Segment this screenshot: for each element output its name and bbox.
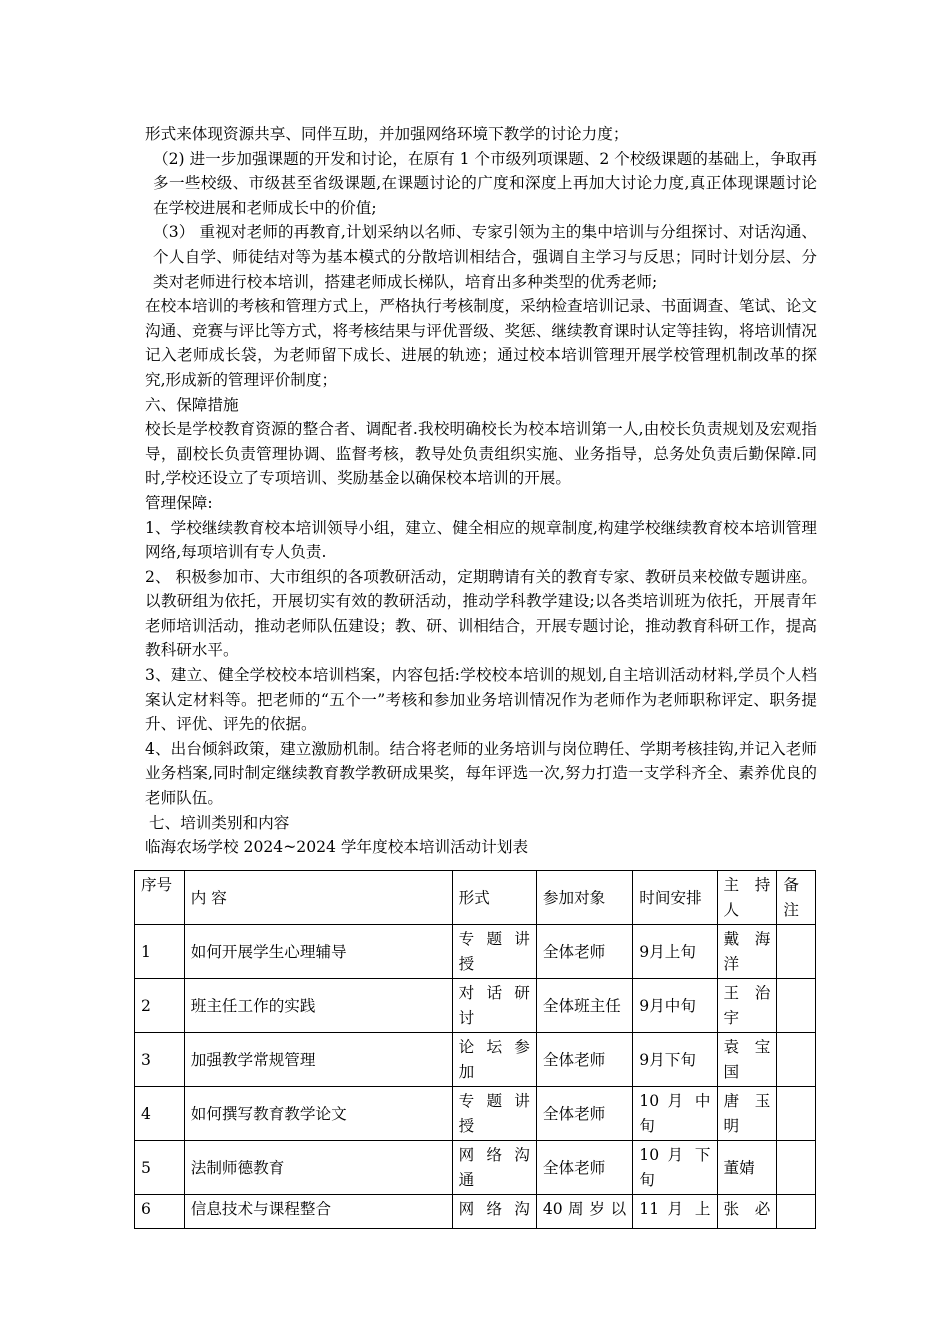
cell-host: 唐 玉明 <box>717 1087 777 1141</box>
subheading: 管理保障: <box>145 493 213 512</box>
section-heading: 七、培训类别和内容 <box>149 813 290 832</box>
cell-note <box>777 1087 816 1141</box>
cell-content: 班主任工作的实践 <box>184 979 452 1033</box>
cell-time: 9月上旬 <box>633 925 717 979</box>
paragraph: 在校本培训的考核和管理方式上，严格执行考核制度，采纳检查培训记录、书面调查、笔试、论文沟通、竞赛与评比等方式，将考核结果与评优晋级、奖惩、继续教育课时认定等挂钩，将培训情况记入老师成长袋，为老师留下成长、进展的轨迹；通过校本培训管理开展学校管理机制改革的探究,形成新的管理评价制度； <box>145 297 817 389</box>
table-row <box>135 1195 816 1229</box>
table-row <box>135 979 816 1033</box>
header-cell: 形式 <box>452 871 536 925</box>
header-cell: 备注 <box>777 871 816 925</box>
paragraph: （3） 重视对老师的再教育,计划采纳以名师、专家引领为主的集中培训与分组探讨、对话沟通、个人自学、师徒结对等为基本模式的分散培训相结合，强调自主学习与反思；同时计划分层、分类对老师进行校本培训，搭建老师成长梯队，培育出多种类型的优秀老师; <box>153 223 817 291</box>
list-item: 2、 积极参加市、大市组织的各项教研活动，定期聘请有关的教育专家、教研员来校做专题讲座。以教研组为依托，开展切实有效的教研活动，推动学科教学建设;以各类培训班为依托，开展青年老师培训活动，推动老师队伍建设；教、研、训相结合，开展专题讨论，推动教育科研工作，提高教科研水平。 <box>145 567 817 660</box>
header-cell: 参加对象 <box>536 871 632 925</box>
paragraph: （2) 进一步加强课题的开发和讨论，在原有 1 个市级列项课题、2 个校级课题的基础上，争取再多一些校级、市级甚至省级课题,在课题讨论的广度和深度上再加大讨论力度,真正体现课题讨论在学校进展和老师成长中的价值; <box>153 149 817 217</box>
cell-text: 6 <box>141 1200 151 1218</box>
cell-form: 网 络 沟通 <box>452 1141 536 1195</box>
cell-content: 如何撰写教育教学论文 <box>184 1087 452 1141</box>
cell-target: 全体老师 <box>536 1087 632 1141</box>
cell-number: 3 <box>135 1033 185 1087</box>
paragraph: 形式来体现资源共享、同伴互助，并加强网络环境下教学的讨论力度； <box>145 125 629 143</box>
section-heading: 六、保障措施 <box>145 395 239 414</box>
cell-form: 对 话 研讨 <box>452 979 536 1033</box>
table-header-row <box>135 871 816 925</box>
cell-form: 论 坛 参加 <box>452 1033 536 1087</box>
cell-host: 袁 宝国 <box>717 1033 777 1087</box>
table-row <box>135 925 816 979</box>
list-item: 4、出台倾斜政策，建立激励机制。结合将老师的业务培训与岗位聘任、学期考核挂钩,并记入老师业务档案,同时制定继续教育教学教研成果奖，每年评选一次,努力打造一支学科齐全、素养优良的老师队伍。 <box>145 739 817 808</box>
cell-target: 全体老师 <box>536 1033 632 1087</box>
cell-note <box>777 1033 816 1087</box>
training-plan-table <box>134 870 816 1229</box>
cell-number <box>135 1195 185 1229</box>
cell-content: 加强教学常规管理 <box>184 1033 452 1087</box>
cell-text: 40 周 岁 以 <box>542 1200 627 1218</box>
cell-time: 10 月 下旬 <box>633 1141 717 1195</box>
header-cell: 序号 <box>135 871 185 925</box>
cell-content <box>184 1195 452 1229</box>
document-body <box>145 122 817 860</box>
cell-time: 10 月 中旬 <box>633 1087 717 1141</box>
cell-note <box>777 925 816 979</box>
cell-host <box>717 1195 777 1229</box>
cell-text: 网 络 沟 <box>458 1200 530 1218</box>
cell-text: 信息技术与课程整合 <box>190 1200 332 1218</box>
paragraph: 校长是学校教育资源的整合者、调配者.我校明确校长为校本培训第一人,由校长负责规划及宏观指导，副校长负责管理协调、监督考核，教导处负责组织实施、业务指导，总务处负责后勤保障.同时,学校还设立了专项培训、奖励基金以确保校本培训的开展。 <box>145 420 817 488</box>
cell-number: 2 <box>135 979 185 1033</box>
table-row <box>135 1033 816 1087</box>
list-item: 3、建立、健全学校校本培训档案，内容包括:学校校本培训的规划,自主培训活动材料,学员个人档案认定材料等。把老师的“五个一”考核和参加业务培训情况作为老师作为老师职称评定、职务提升、评优、评先的依据。 <box>145 666 817 734</box>
cell-note <box>777 1141 816 1195</box>
header-cell: 主 持人 <box>717 871 777 925</box>
cell-time <box>633 1195 717 1229</box>
cell-content: 法制师德教育 <box>184 1141 452 1195</box>
list-item: 1、学校继续教育校本培训领导小组，建立、健全相应的规章制度,构建学校继续教育校本培训管理网络,每项培训有专人负责. <box>145 518 817 562</box>
table-row <box>135 1141 816 1195</box>
cell-number: 1 <box>135 925 185 979</box>
cell-number: 5 <box>135 1141 185 1195</box>
header-cell: 时间安排 <box>633 871 717 925</box>
cell-time: 9月中旬 <box>633 979 717 1033</box>
cell-host: 董婧 <box>717 1141 777 1195</box>
cell-number: 4 <box>135 1087 185 1141</box>
cell-content: 如何开展学生心理辅导 <box>184 925 452 979</box>
cell-host: 戴 海洋 <box>717 925 777 979</box>
cell-host: 王 治宇 <box>717 979 777 1033</box>
cell-form <box>452 1195 536 1229</box>
cell-time: 9月下旬 <box>633 1033 717 1087</box>
cell-text: 张 必 <box>723 1200 771 1218</box>
header-cell: 内 容 <box>184 871 452 925</box>
cell-note <box>777 979 816 1033</box>
cell-target: 全体老师 <box>536 925 632 979</box>
cell-target <box>536 1195 632 1229</box>
table-caption: 临海农场学校 2024~2024 学年度校本培训活动计划表 <box>145 838 529 857</box>
cell-form: 专 题 讲授 <box>452 1087 536 1141</box>
table-row <box>135 1087 816 1141</box>
cell-form: 专 题 讲授 <box>452 925 536 979</box>
cell-note <box>777 1195 816 1229</box>
cell-text: 11 月 上 <box>639 1200 711 1218</box>
cell-text <box>783 1197 809 1227</box>
cell-target: 全体老师 <box>536 1141 632 1195</box>
cell-target: 全体班主任 <box>536 979 632 1033</box>
